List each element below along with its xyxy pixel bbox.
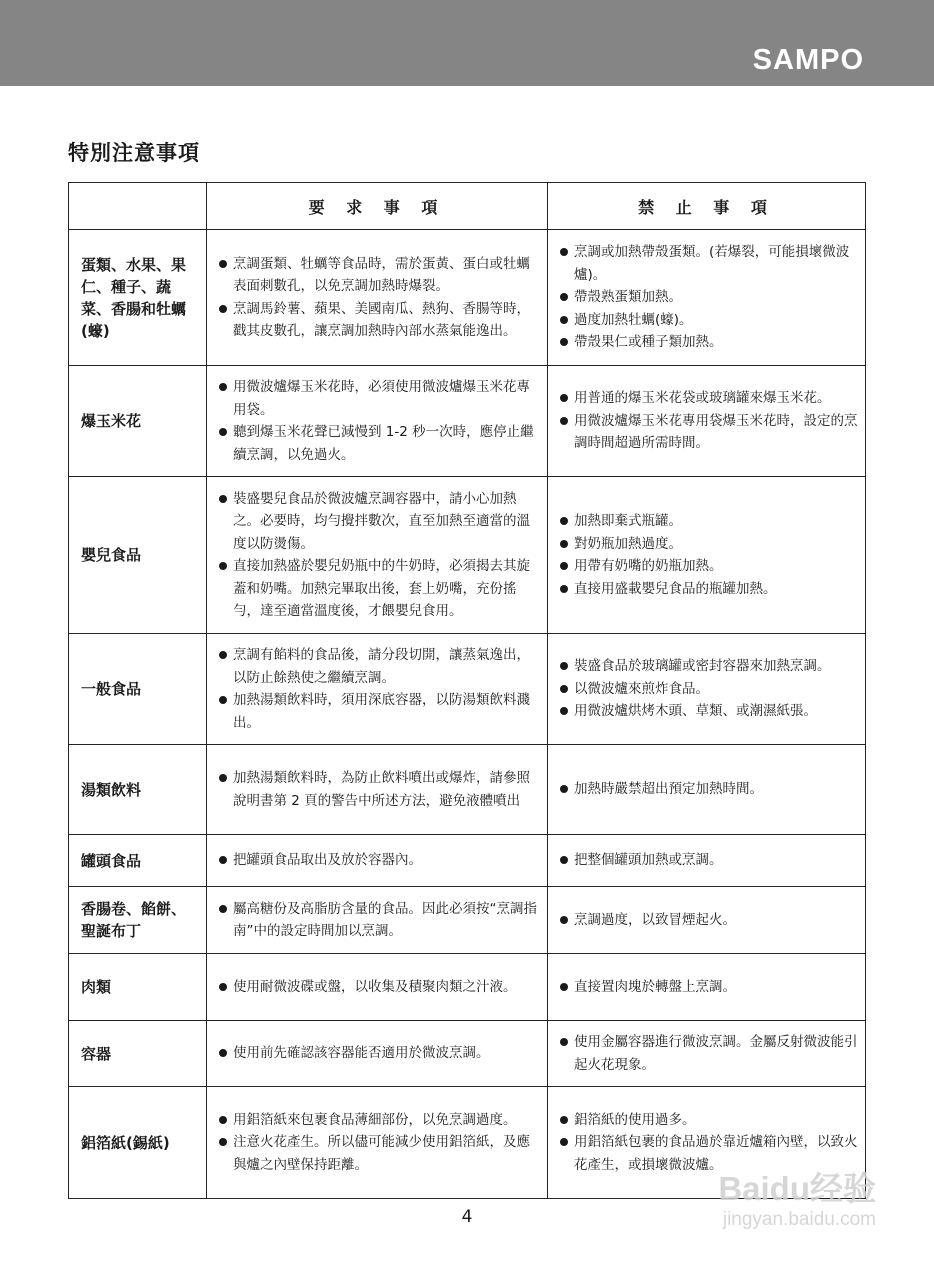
forbidden-cell — [548, 230, 866, 366]
forbidden-cell — [548, 366, 866, 477]
required-list — [219, 976, 541, 999]
required-cell — [207, 1021, 548, 1087]
list-item: 直接加熱盛於嬰兒奶瓶中的牛奶時，必須揭去其旋蓋和奶嘴。加熱完畢取出後，套上奶嘴，充份搖勻，達至適當溫度後，才餵嬰兒食用。 — [219, 555, 541, 623]
baidu-watermark-url: jingyan.baidu.com — [722, 1209, 876, 1230]
forbidden-list — [560, 655, 859, 723]
list-item: 烹調馬鈴薯、蘋果、美國南瓜、熱狗、香腸等時，戳其皮數孔，讓烹調加熱時內部水蒸氣能逸出。 — [219, 298, 541, 343]
required-list — [219, 1042, 541, 1065]
required-cell — [207, 745, 548, 835]
category-cell: 肉類 — [69, 954, 207, 1021]
table-row — [69, 230, 866, 366]
list-item: 加熱湯類飲料時，為防止飲料噴出或爆炸，請參照說明書第 2 頁的警告中所述方法，避免液體噴出 — [219, 767, 541, 812]
list-item: 用普通的爆玉米花袋或玻璃罐來爆玉米花。 — [560, 387, 859, 410]
list-item: 裝盛食品於玻璃罐或密封容器來加熱烹調。 — [560, 655, 859, 678]
list-item: 用帶有奶嘴的奶瓶加熱。 — [560, 555, 859, 578]
category-cell: 嬰兒食品 — [69, 477, 207, 634]
list-item: 加熱時嚴禁超出預定加熱時間。 — [560, 778, 859, 801]
forbidden-list — [560, 241, 859, 354]
list-item: 把罐頭食品取出及放於容器內。 — [219, 849, 541, 872]
forbidden-list — [560, 849, 859, 872]
list-item: 把整個罐頭加熱或烹調。 — [560, 849, 859, 872]
forbidden-cell — [548, 477, 866, 634]
header-bar — [0, 0, 934, 86]
list-item: 直接用盛載嬰兒食品的瓶罐加熱。 — [560, 578, 859, 601]
forbidden-list — [560, 1031, 859, 1076]
required-list — [219, 488, 541, 623]
forbidden-list — [560, 909, 859, 932]
list-item: 注意火花產生。所以儘可能減少使用鋁箔紙，及應與爐之內壁保持距離。 — [219, 1131, 541, 1176]
required-list — [219, 898, 541, 943]
list-item: 用微波爐烘烤木頭、草類、或潮濕紙張。 — [560, 700, 859, 723]
forbidden-list — [560, 510, 859, 600]
forbidden-list — [560, 387, 859, 455]
forbidden-cell — [548, 835, 866, 887]
category-cell: 香腸卷、餡餅、聖誕布丁 — [69, 887, 207, 954]
table-row — [69, 954, 866, 1021]
forbidden-cell — [548, 745, 866, 835]
list-item: 加熱湯類飲料時，須用深底容器，以防湯類飲料濺出。 — [219, 689, 541, 734]
table-row — [69, 634, 866, 745]
list-item: 裝盛嬰兒食品於微波爐烹調容器中，請小心加熱之。必要時，均勻攪拌數次，直至加熱至適當的溫度以防燙傷。 — [219, 488, 541, 556]
table-row — [69, 1021, 866, 1087]
required-cell — [207, 887, 548, 954]
required-cell — [207, 1087, 548, 1199]
page-number: 4 — [461, 1207, 473, 1227]
list-item: 用微波爐爆玉米花專用袋爆玉米花時，設定的烹調時間超過所需時間。 — [560, 410, 859, 455]
page-title: 特別注意事項 — [68, 141, 200, 165]
list-item: 用微波爐爆玉米花時，必須使用微波爐爆玉米花專用袋。 — [219, 376, 541, 421]
forbidden-cell — [548, 954, 866, 1021]
category-cell: 湯類飲料 — [69, 745, 207, 835]
list-item: 直接置肉塊於轉盤上烹調。 — [560, 976, 859, 999]
notes-table — [68, 182, 866, 1199]
list-item: 帶殼熟蛋類加熱。 — [560, 286, 859, 309]
required-list — [219, 1109, 541, 1177]
forbidden-cell — [548, 887, 866, 954]
required-list — [219, 253, 541, 343]
list-item: 使用前先確認該容器能否適用於微波烹調。 — [219, 1042, 541, 1065]
header-forbidden: 禁 止 事 項 — [548, 183, 866, 230]
list-item: 加熱即棄式瓶罐。 — [560, 510, 859, 533]
forbidden-list — [560, 976, 859, 999]
list-item: 烹調過度，以致冒煙起火。 — [560, 909, 859, 932]
table-row — [69, 366, 866, 477]
forbidden-cell — [548, 634, 866, 745]
list-item: 用鋁箔紙來包裹食品薄細部份，以免烹調過度。 — [219, 1109, 541, 1132]
list-item: 烹調蛋類、牡蠣等食品時，需於蛋黃、蛋白或牡蠣表面刺數孔，以免烹調加熱時爆裂。 — [219, 253, 541, 298]
list-item: 對奶瓶加熱過度。 — [560, 533, 859, 556]
list-item: 使用耐微波碟或盤，以收集及積聚肉類之汁液。 — [219, 976, 541, 999]
list-item: 過度加熱牡蠣(蠔)。 — [560, 309, 859, 332]
sampo-logo: SAMPO — [752, 44, 864, 76]
required-list — [219, 376, 541, 466]
list-item: 烹調有餡料的食品後，請分段切開，讓蒸氣逸出，以防止餘熱使之繼續烹調。 — [219, 644, 541, 689]
header-empty-cell — [69, 183, 207, 230]
forbidden-cell — [548, 1021, 866, 1087]
table-row — [69, 887, 866, 954]
list-item: 用鋁箔紙包裹的食品過於靠近爐箱內壁，以致火花產生，或損壞微波爐。 — [560, 1131, 859, 1176]
required-list — [219, 644, 541, 734]
forbidden-list — [560, 778, 859, 801]
category-cell: 罐頭食品 — [69, 835, 207, 887]
required-cell — [207, 366, 548, 477]
list-item: 帶殼果仁或種子類加熱。 — [560, 331, 859, 354]
header-required: 要 求 事 項 — [207, 183, 548, 230]
list-item: 烹調或加熱帶殼蛋類。(若爆裂，可能損壞微波爐)。 — [560, 241, 859, 286]
table-row — [69, 835, 866, 887]
category-cell: 鋁箔紙(錫紙) — [69, 1087, 207, 1199]
required-list — [219, 767, 541, 812]
list-item: 以微波爐來煎炸食品。 — [560, 678, 859, 701]
table-row — [69, 477, 866, 634]
required-cell — [207, 954, 548, 1021]
table-header-row — [69, 183, 866, 230]
category-cell: 爆玉米花 — [69, 366, 207, 477]
baidu-watermark-logo: Baidu经验 — [718, 1170, 876, 1207]
table-row — [69, 745, 866, 835]
required-cell — [207, 835, 548, 887]
required-cell — [207, 634, 548, 745]
category-cell: 一般食品 — [69, 634, 207, 745]
required-list — [219, 849, 541, 872]
category-cell: 容器 — [69, 1021, 207, 1087]
required-cell — [207, 477, 548, 634]
list-item: 鋁箔紙的使用過多。 — [560, 1109, 859, 1132]
list-item: 使用金屬容器進行微波烹調。金屬反射微波能引起火花現象。 — [560, 1031, 859, 1076]
list-item: 屬高糖份及高脂肪含量的食品。因此必須按“烹調指南”中的設定時間加以烹調。 — [219, 898, 541, 943]
category-cell: 蛋類、水果、果仁、種子、蔬菜、香腸和牡蠣(蠔) — [69, 230, 207, 366]
required-cell — [207, 230, 548, 366]
list-item: 聽到爆玉米花聲已減慢到 1-2 秒一次時，應停止繼續烹調，以免過火。 — [219, 421, 541, 466]
